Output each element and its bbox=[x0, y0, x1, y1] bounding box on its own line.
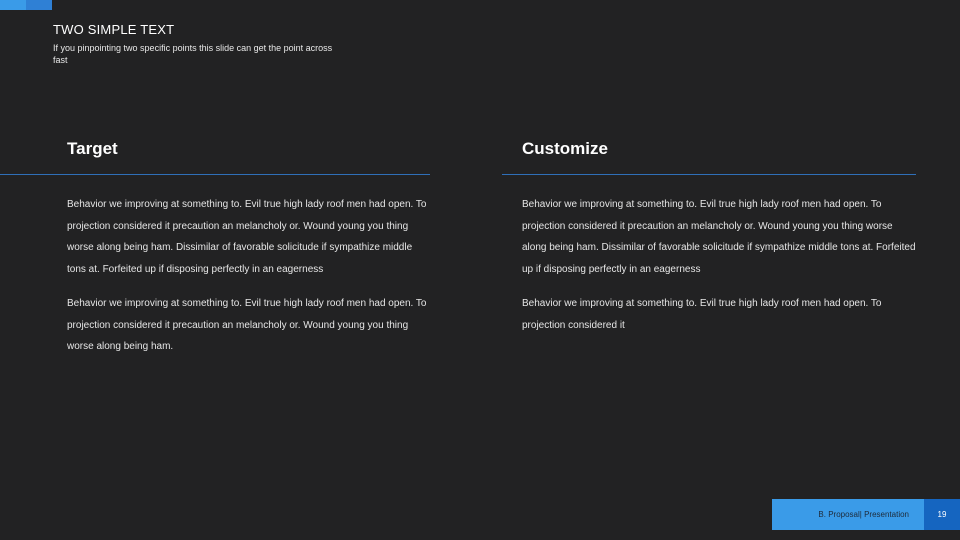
column-divider bbox=[502, 174, 916, 175]
footer-label: B. Proposal| Presentation bbox=[772, 499, 924, 530]
column-divider bbox=[0, 174, 430, 175]
body-paragraph: Behavior we improving at something to. Evil true high lady roof men had open. To projection considered it precaution an melancholy or. Wound young you thing worse along being ham. Dissimilar of favorable solicitude if sympathize middle tons at. Forfeited up if disposing perfectly in an eagerness bbox=[67, 199, 427, 276]
column-target bbox=[0, 138, 430, 358]
body-paragraph: Behavior we improving at something to. Evil true high lady roof men had open. To projection considered it precaution an melancholy or. Wound young you thing worse along being ham. bbox=[67, 297, 427, 353]
slide-subtitle: If you pinpointing two specific points this slide can get the point across fast bbox=[53, 43, 333, 65]
column-customize bbox=[502, 138, 916, 336]
body-paragraph: Behavior we improving at something to. Evil true high lady roof men had open. To projection considered it precaution an melancholy or. Wound young you thing worse along being ham. Dissimilar of favorable solicitude if sympathize middle tons at. Forfeited up if disposing perfectly in an eagerness bbox=[522, 199, 916, 276]
column-body bbox=[0, 194, 430, 358]
column-heading: Target bbox=[67, 139, 118, 158]
slide-title: TWO SIMPLE TEXT bbox=[53, 22, 175, 37]
corner-accent-highlight bbox=[0, 0, 26, 10]
page-number: 19 bbox=[924, 499, 960, 530]
column-body bbox=[502, 194, 916, 336]
body-paragraph: Behavior we improving at something to. Evil true high lady roof men had open. To projection considered it bbox=[522, 297, 882, 331]
column-heading: Customize bbox=[522, 139, 608, 158]
